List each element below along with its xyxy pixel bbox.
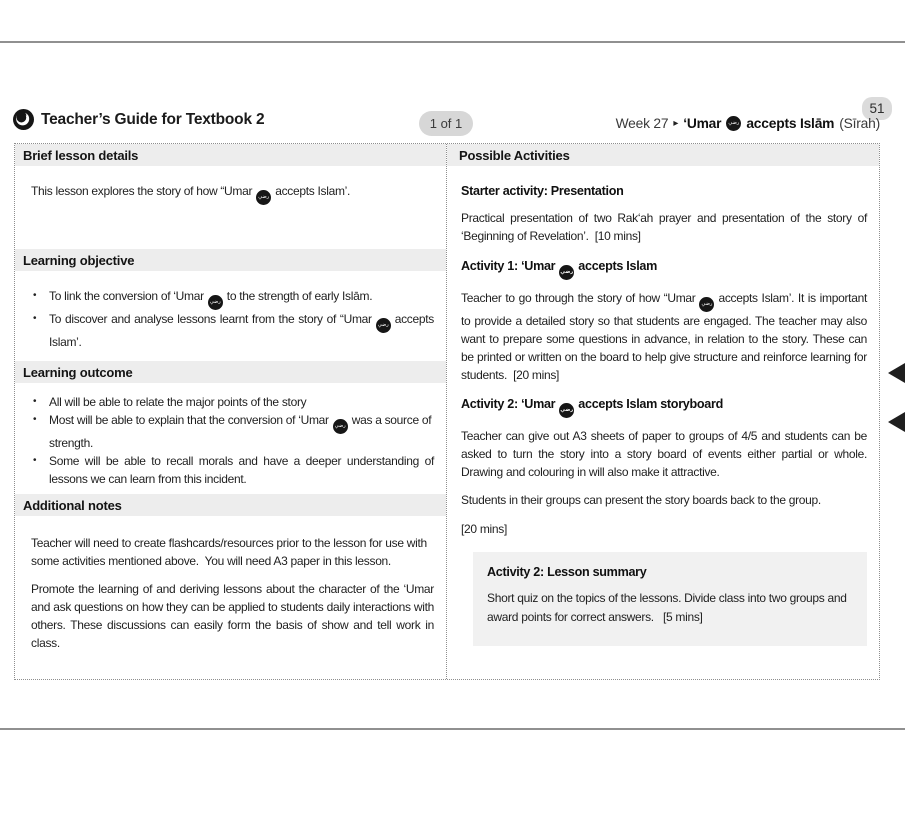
publisher-logo-icon: [13, 109, 34, 130]
activity2-text: Teacher can give out A3 sheets of paper to groups of 4/5 and students can be asked to turn the story into a story board of events either partial or whole. Drawing and colouring in will also make it attractive.: [461, 429, 867, 479]
page-divider-line-top: [0, 41, 905, 43]
brand-header: [13, 109, 264, 130]
list-item: [33, 310, 434, 351]
bullet-text: To discover and analyse lessons learnt from the story of “Umarرضي accepts Islam’.: [49, 310, 434, 351]
ra-symbol-icon: [256, 190, 271, 205]
page-title: Teacher’s Guide for Textbook 2: [41, 110, 265, 128]
topic-title-post: accepts Islām: [746, 116, 835, 131]
starter-activity-title: Starter activity: Presentation: [461, 184, 624, 198]
ra-symbol-icon: [376, 318, 391, 333]
page-number-badge: 51: [862, 97, 892, 120]
week-topic-header: [616, 116, 880, 131]
lesson-plan-sheet: [14, 143, 880, 680]
activity2-duration: [20 mins]: [461, 522, 507, 536]
section-heading-notes: Additional notes: [15, 494, 446, 516]
page-count-pill: 1 of 1: [419, 111, 473, 136]
page-edge-arrow[interactable]: [888, 412, 905, 432]
section-heading-objective: Learning objective: [15, 249, 446, 271]
topic-title-pre: ‘Umar: [683, 116, 722, 131]
bullet-text: Most will be able to explain that the conversion of ‘Umar رضي was a source of strength.: [49, 411, 434, 452]
lesson-summary-title: Activity 2: Lesson summary: [487, 565, 647, 579]
left-column: [15, 144, 446, 679]
ra-symbol-icon: [699, 297, 714, 312]
notes-paragraph: Teacher will need to create flashcards/resources prior to the lesson for use with some activities mentioned above. You will need A3 paper in this lesson.: [31, 536, 427, 568]
bullet-icon: •: [33, 396, 37, 407]
section-heading-brief: Brief lesson details: [15, 144, 446, 166]
notes-paragraph: Promote the learning of and deriving lessons about the character of the ‘Umar and ask questions on how they can be applied to students daily interactions with others. These discussions can easily form the basis of show and tell work in class.: [31, 582, 434, 650]
bullet-text: To link the conversion of ‘Umar رضي to the strength of early Islām.: [49, 287, 434, 310]
lesson-summary-text: Short quiz on the topics of the lessons. Divide class into two groups and award points for correct answers. [5 mins]: [487, 591, 847, 624]
activity2-presentation-note: Students in their groups can present the story boards back to the group.: [461, 493, 821, 507]
page-divider-line-bottom: [0, 728, 905, 730]
objective-list: [15, 287, 446, 351]
arrow-right-icon: ▸: [673, 117, 679, 129]
brief-lesson-text: This lesson explores the story of how “Umar رضي accepts Islam’.: [31, 182, 434, 205]
week-label: Week 27: [615, 116, 669, 131]
bullet-text: Some will be able to recall morals and have a deeper understanding of lessons we can learn from this incident.: [49, 454, 434, 486]
ra-symbol-icon: [559, 265, 574, 280]
bullet-icon: •: [33, 313, 37, 324]
activity1-title: Activity 1: ‘Umar رضي accepts Islam: [461, 257, 867, 280]
section-heading-activities: Possible Activities: [447, 144, 879, 166]
bullet-text: All will be able to relate the major points of the story: [49, 395, 307, 409]
list-item: [33, 411, 434, 452]
bullet-icon: •: [33, 290, 37, 301]
bullet-icon: •: [33, 455, 37, 466]
topic-subject: (Sīrah): [839, 116, 880, 131]
section-heading-outcome: Learning outcome: [15, 361, 446, 383]
list-item: [33, 393, 434, 411]
activity1-text: Teacher to go through the story of how “Umar رضي accepts Islam’. It is important to provide a detailed story so that students are engaged. The teacher may also want to prepare some questions in advance, in relation to the story. These can be printed or written on the board to help give structure and reinforce learning for students. [20 mins]: [461, 289, 867, 384]
starter-activity-text: Practical presentation of two Rak‘ah prayer and presentation of the story of ‘Beginning of Revelation’. [10 mins]: [461, 211, 867, 243]
bullet-icon: •: [33, 414, 37, 425]
activity2-title: Activity 2: ‘Umar رضي accepts Islam storyboard: [461, 395, 867, 418]
ra-symbol-icon: [208, 295, 223, 310]
ra-symbol-icon: [333, 419, 348, 434]
ra-symbol-icon: [726, 116, 741, 131]
page-edge-arrow[interactable]: [888, 363, 905, 383]
lesson-summary-box: [473, 552, 867, 646]
outcome-list: [15, 393, 446, 488]
right-column: [446, 144, 879, 679]
ra-symbol-icon: [559, 403, 574, 418]
list-item: [33, 452, 434, 488]
list-item: [33, 287, 434, 310]
